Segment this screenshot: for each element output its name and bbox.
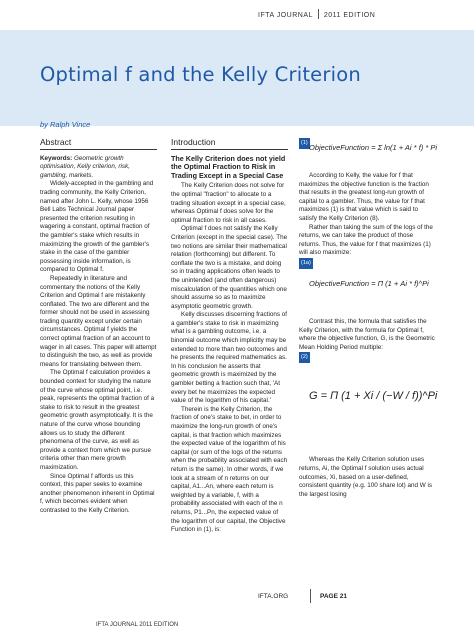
introduction-paragraph-4: Therein is the Kelly Criterion, the fraction of one's stake to bet, in order to maximize the long-run growth of one's capital, is that fraction which maximizes the expected value of the logarithm of his capital (or sum of the logs of the returns when the probability associated with each return is the same). In other words, if we look at a stream of n returns on our capital, A1...An, where each return is weighted by a variable, f, with a probability associated with each of the n returns, P1...Pn, the expected value of the logarithm of our capital, the Objective Function in (1), is:	[171, 405, 288, 534]
keywords	[40, 155, 157, 181]
col3-paragraph-1: According to Kelly, the value for f that maximizes the objective function is the fraction that results in the greatest long-run growth of capital to a gambler. Thus, the value for f that maximizes (1) is that value which is said to satisfy the Kelly Criterion (8).	[299, 172, 429, 222]
introduction-rule	[171, 149, 288, 150]
article-title: Optimal f and the Kelly Criterion	[40, 63, 361, 86]
equation-1-label: (1)	[299, 138, 310, 149]
abstract-paragraph-1: Widely-accepted in the gambling and trading community, the Kelly Criterion, named after John L. Kelly, whose 1956 Bell Labs Technical Journal paper presented the criterion resulting in wagering a constant, optimal fraction of the gambler's stake which results in maximizing the growth of the gambler's stake in the case of the gambler possessing inside information, is compared to Optimal f.	[40, 180, 154, 274]
abstract-heading: Abstract	[40, 137, 72, 147]
introduction-subheading: The Kelly Criterion does not yield the Optimal Fraction to Risk in Trading Except in a Special Case	[171, 153, 286, 180]
footer-page-number: PAGE 21	[320, 593, 347, 600]
abstract-rule	[40, 149, 157, 150]
equations-column	[299, 138, 436, 499]
col3-paragraph-3: Contrast this, the formula that satisfies the Kelly Criterion, with the formula for Optimal f, where the objective function, G, is the Geometric Mean Holding Period multiple:	[299, 317, 435, 351]
journal-name: IFTA JOURNAL	[258, 12, 313, 19]
introduction-column	[171, 138, 288, 535]
abstract-paragraph-4: Since Optimal f affords us this context, this paper seeks to examine another phenomenon inherent in Optimal f, which becomes evident when contrasted to the Kelly Criterion.	[40, 472, 155, 514]
introduction-paragraph-3: Kelly discusses discerning fractions of a gambler's stake to risk in maximizing what is a gambling outcome, i.e. a binomial outcome which implicitly may be extended to more than two outcomes and he presents the required mathematics as. In his conclusion he asserts that geometric growth is maximized by the gambler betting a fraction such that, 'At every bet he maximizes the expected value of the logarithm of his capital.'	[171, 311, 288, 405]
introduction-paragraph-2: Optimal f does not satisfy the Kelly Criterion (except in the special case). The two notions are similar their mathematical relation (forthcoming) but different. To conflate the two is a mistake, and doing so in trading applications often leads to the unintended (and often dangerous) miscalculation of the quantities which one should assume so as to maximize asymptotic geometric growth.	[171, 225, 288, 310]
equation-2: G = Π (1 + Xi / (−W / f))^Pi	[309, 390, 438, 403]
equation-1a: ObjectiveFunction = Π (1 + Ai * f)^Pi	[309, 278, 429, 288]
footer-separator	[310, 589, 311, 603]
abstract-paragraph-2: Repeatedly in literature and commentary the notions of the Kelly Criterion and Optimal f are mistakenly conflated. The two are different and the former should not be used in assessing trading quantity except under certain circumstances. Optimal f yields the correct optimal fraction of an account to wager in all cases. This paper will attempt to distinguish the two, as well as provide means for translating between them.	[40, 274, 157, 368]
equation-2-box	[299, 352, 436, 452]
article-byline: by Ralph Vince	[40, 120, 91, 129]
abstract-paragraph-3: The Optimal f calculation provides a bounded context for studying the nature of the curve whose optimal point, i.e. peak, represents the optimal fraction of a stake to risk to result in the greatest geometric growth asymptotically. It is the nature of the curve whose bounding allows us to study the different phenomena of the curve, as well as provide a context from which we pursue criteria other than mere growth maximization.	[40, 369, 155, 471]
equation-1: ObjectiveFunction = Σ ln(1 + Ai * f) * Pi	[309, 143, 438, 152]
bottom-journal-strip: IFTA JOURNAL 2011 EDITION	[96, 622, 179, 628]
title-banner	[0, 30, 474, 129]
abstract-column	[40, 138, 157, 516]
equation-2-label: (2)	[299, 352, 310, 363]
journal-edition: 2011 EDITION	[323, 12, 376, 19]
introduction-heading: Introduction	[171, 137, 216, 147]
footer-site: IFTA.ORG	[258, 593, 289, 600]
col3-paragraph-4: Whereas the Kelly Criterion solution uses returns, Ai, the Optimal f solution uses actual outcomes, Xi, based on a user-defined, consistent quantity (e.g. 100 share lot) and W is the largest losing	[299, 456, 433, 498]
equation-1-box	[299, 138, 436, 168]
equation-1a-box	[299, 258, 436, 314]
keywords-text: Geometric growth optimisation, Kelly criterion, risk, gambling, markets.	[40, 154, 130, 179]
introduction-paragraph-1: The Kelly Criterion does not solve for the optimal "fraction" to allocate to a trading situation except in a special case, whereas Optimal f does solve for the optimal fraction to risk in all cases.	[171, 182, 286, 224]
journal-header	[258, 9, 375, 19]
equation-1a-label: (1a)	[299, 258, 313, 269]
top-bar	[0, 0, 474, 30]
col3-paragraph-2: Rather than taking the sum of the logs of the returns, we can take the product of those returns. Thus, the value for f that maximizes (1) will also maximize:	[299, 223, 433, 257]
keywords-label: Keywords:	[40, 154, 73, 162]
